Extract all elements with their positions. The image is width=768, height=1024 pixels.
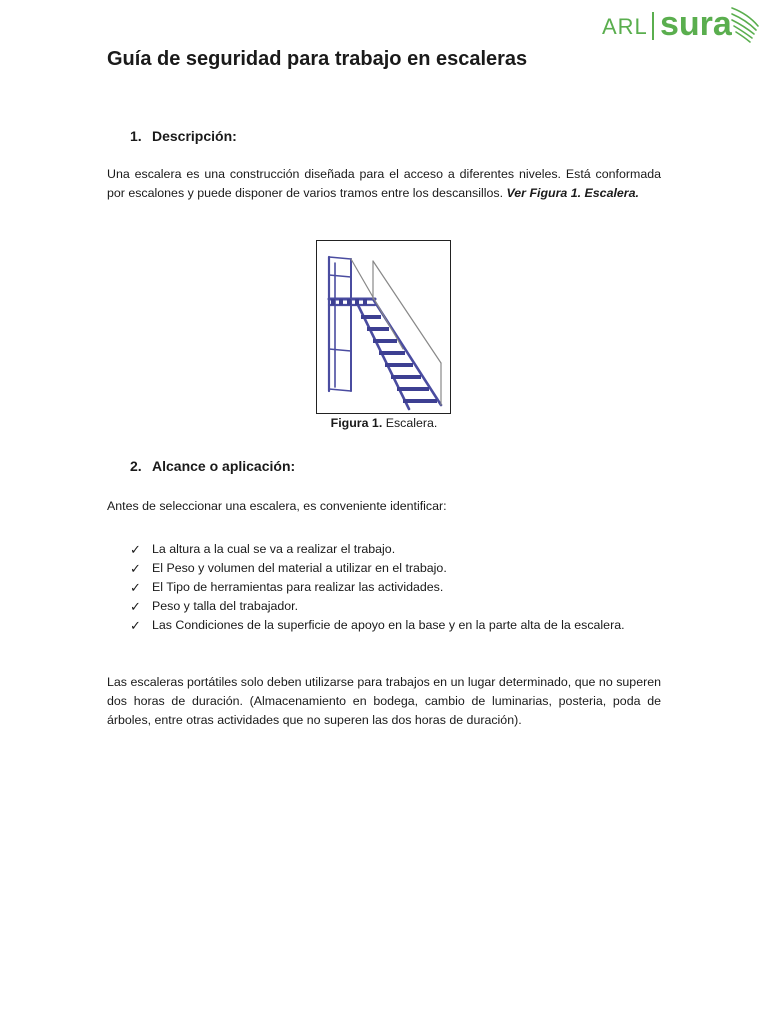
checkmark-icon: ✓ xyxy=(130,580,141,595)
list-item xyxy=(130,597,661,616)
section-heading-descripcion xyxy=(130,128,237,144)
figure-reference: Ver Figura 1. Escalera. xyxy=(506,186,639,200)
caption-label: Figura 1. xyxy=(330,416,383,430)
list-item xyxy=(130,559,661,578)
list-item-text: La altura a la cual se va a realizar el trabajo. xyxy=(152,542,396,556)
checkmark-icon: ✓ xyxy=(130,561,141,576)
intro-paragraph: Antes de seleccionar una escalera, es conveniente identificar: xyxy=(107,499,447,513)
checklist xyxy=(130,540,661,635)
list-item-text: El Peso y volumen del material a utilizar en el trabajo. xyxy=(152,561,447,575)
section-heading-alcance xyxy=(130,458,295,474)
logo-divider xyxy=(652,12,654,40)
closing-paragraph: Las escaleras portátiles solo deben utilizarse para trabajos en un lugar determinado, que no superen dos horas de duración. (Almacenamiento en bodega, cambio de luminarias, posteria, poda de árboles, entre otras actividades que no superen las dos horas de duración). xyxy=(107,675,661,727)
sura-wing-icon xyxy=(730,4,762,46)
list-item-text: El Tipo de herramientas para realizar las actividades. xyxy=(152,580,444,594)
list-item xyxy=(130,616,661,635)
list-item-text: Las Condiciones de la superficie de apoyo en la base y en la parte alta de la escalera. xyxy=(152,618,625,632)
checkmark-icon: ✓ xyxy=(130,599,141,614)
section-title: Alcance o aplicación: xyxy=(152,458,296,474)
page-title: Guía de seguridad para trabajo en escaleras xyxy=(107,48,528,70)
logo-arl-text: ARL xyxy=(602,14,648,39)
arl-sura-logo xyxy=(600,4,762,46)
checkmark-icon: ✓ xyxy=(130,542,141,557)
staircase-figure xyxy=(316,240,451,414)
section-title: Descripción: xyxy=(152,128,237,144)
list-item xyxy=(130,540,661,559)
list-item-text: Peso y talla del trabajador. xyxy=(152,599,299,613)
description-text: Una xyxy=(107,167,135,181)
description-term: escalera xyxy=(134,167,182,181)
section-number: 2. xyxy=(130,458,142,474)
checkmark-icon: ✓ xyxy=(130,618,141,633)
caption-text: Escalera. xyxy=(382,416,438,430)
figure-caption xyxy=(260,416,508,430)
list-item xyxy=(130,578,661,597)
staircase-illustration xyxy=(317,241,450,413)
description-text-cont: es una construcción diseñada para el acceso a diferentes niveles. Está conformada por escalones y puede disponer de varios tramos entre los descansillos. xyxy=(107,167,661,200)
description-paragraph xyxy=(107,165,661,203)
logo-sura-text: sura xyxy=(660,5,732,43)
section-number: 1. xyxy=(130,128,142,144)
